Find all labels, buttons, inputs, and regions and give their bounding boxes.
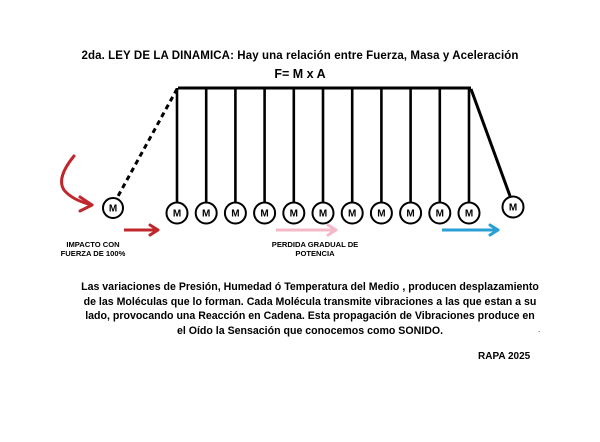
molecule-ball xyxy=(225,203,246,224)
molecule-ball-label: M xyxy=(289,208,298,220)
molecule-ball xyxy=(167,203,188,224)
formula: F= M x A xyxy=(274,67,326,81)
author-credit: RAPA 2025 xyxy=(478,351,531,362)
molecule-ball xyxy=(503,197,524,218)
molecule-ball-label: M xyxy=(435,208,444,220)
molecule-ball-label: M xyxy=(508,202,518,214)
output-arrow-icon xyxy=(442,225,498,235)
molecule-ball-label: M xyxy=(172,208,182,220)
molecule-ball xyxy=(254,203,275,224)
molecule-ball xyxy=(283,203,304,224)
molecule-ball-label: M xyxy=(260,208,269,220)
molecule-ball xyxy=(429,203,450,224)
molecule-ball xyxy=(371,203,392,224)
loss-arrow-icon xyxy=(276,225,336,235)
impact-arrow-icon xyxy=(124,225,158,235)
curved-arrow-icon xyxy=(62,156,92,211)
molecule-ball xyxy=(459,203,480,224)
right-string xyxy=(471,89,510,196)
molecule-ball xyxy=(400,203,421,224)
loss-label: PERDIDA GRADUAL DE POTENCIA xyxy=(271,240,359,258)
explanation-paragraph: Las variaciones de Presión, Humedad ó Temperatura del Medio , producen desplazamiento de las Moléculas que lo forman. Cada Molécula transmite vibraciones a las que estan a su lado, provocando una Reacción en Cadena. Esta propagación de Vibraciones produce en el Oído la Sensación que conocemos como SONIDO. xyxy=(81,281,539,337)
molecule-ball-label: M xyxy=(231,208,240,220)
molecule-ball xyxy=(342,203,363,224)
molecule-ball-label: M xyxy=(406,208,415,220)
dot-mark: . xyxy=(538,325,541,334)
diagram-title: 2da. LEY DE LA DINAMICA: Hay una relación entre Fuerza, Masa y Aceleración xyxy=(81,50,519,62)
molecule-ball-label: M xyxy=(377,208,386,220)
molecule-ball-label: M xyxy=(464,208,474,220)
molecule-ball-label: M xyxy=(202,208,211,220)
molecule-ball-label: M xyxy=(108,203,118,215)
molecule-ball xyxy=(313,203,334,224)
molecule-ball xyxy=(103,198,123,218)
left-dashed-string xyxy=(117,89,177,198)
molecule-ball-label: M xyxy=(318,208,328,220)
impact-label: IMPACTO CON FUERZA DE 100% xyxy=(60,240,126,258)
molecule-ball xyxy=(196,203,217,224)
molecule-ball-label: M xyxy=(348,208,357,220)
